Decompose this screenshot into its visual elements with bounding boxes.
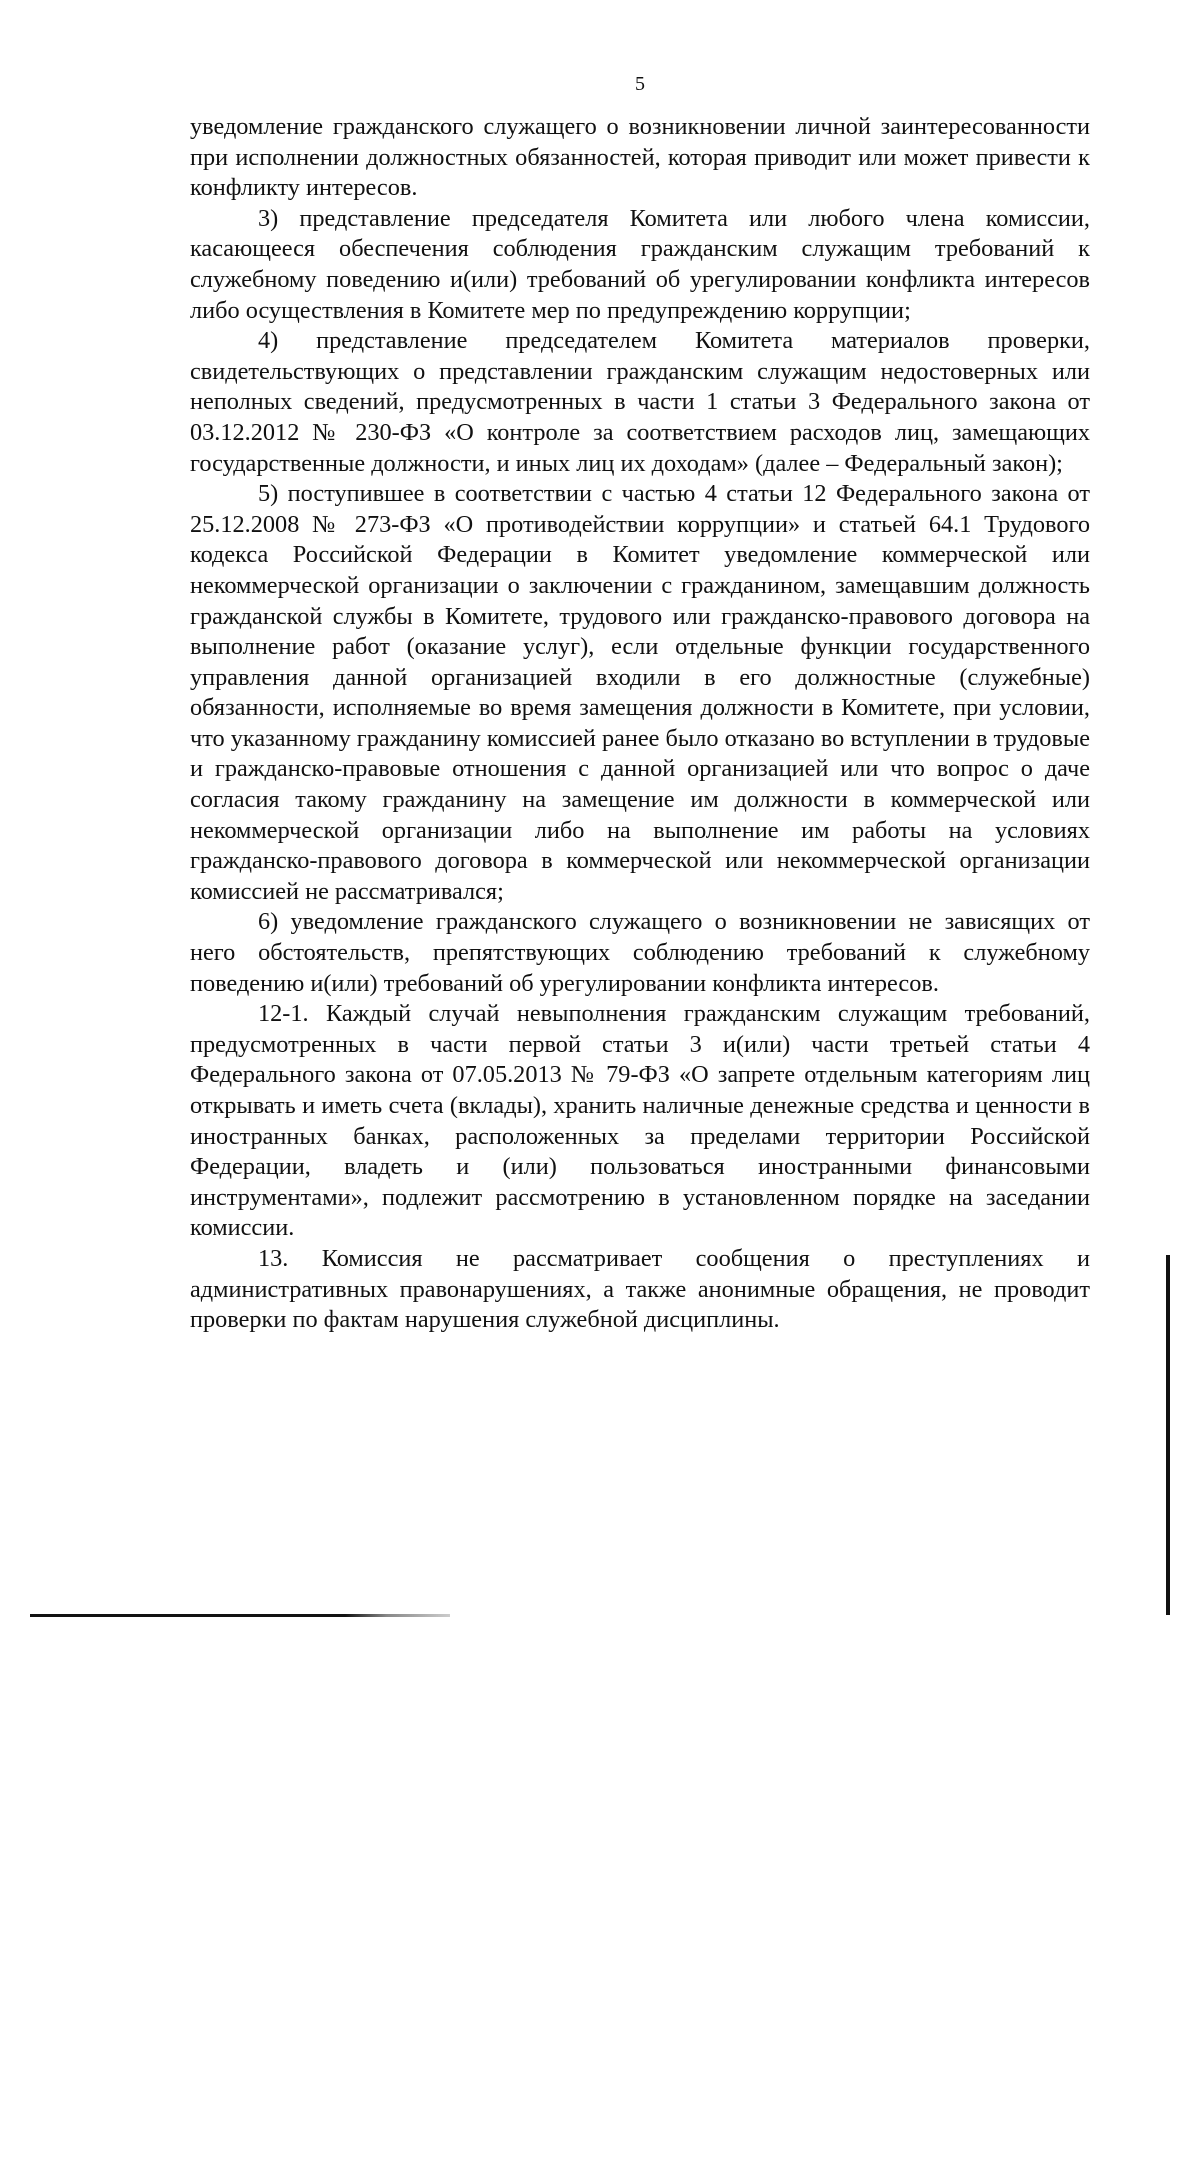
scan-edge-mark <box>1166 1255 1170 1615</box>
paragraph-item-3: 3) представление председателя Комитета или любого члена комиссии, касающееся обеспечения соблюдения гражданским служащим требований к служебному поведению и(или) требований об урегулировании конфликта интересов либо осуществления в Комитете мер по предупреждению коррупции; <box>190 204 1090 324</box>
page-number: 5 <box>635 73 645 95</box>
paragraph-12-1: 12-1. Каждый случай невыполнения гражданским служащим требований, предусмотренных в части первой статьи 3 и(или) части третьей статьи 4 Федерального закона от 07.05.2013 № 79-ФЗ «О запрете отдельным категориям лиц открывать и иметь счета (вклады), хранить наличные денежные средства и ценности в иностранных банках, расположенных за пределами территории Российской Федерации, владеть и (или) пользоваться иностранными финансовыми инструментами», подлежит рассмотрению в установленном порядке на заседании комиссии. <box>190 1000 1090 1242</box>
scan-divider-line <box>30 1614 450 1617</box>
document-body <box>190 112 1090 1336</box>
paragraph-13: 13. Комиссия не рассматривает сообщения о преступлениях и административных правонарушениях, а также анонимные обращения, не проводит проверки по фактам нарушения служебной дисциплины. <box>190 1244 1090 1334</box>
paragraph-continuation: уведомление гражданского служащего о возникновении личной заинтересованности при исполнении должностных обязанностей, которая приводит или может привести к конфликту интересов. <box>190 113 1090 202</box>
paragraph-item-4: 4) представление председателем Комитета материалов проверки, свидетельствующих о представлении гражданским служащим недостоверных или неполных сведений, предусмотренных в части 1 статьи 3 Федерального закона от 03.12.2012 № 230-ФЗ «О контроле за соответствием расходов лиц, замещающих государственные должности, и иных лиц их доходам» (далее – Федеральный закон); <box>190 327 1090 477</box>
paragraph-item-6: 6) уведомление гражданского служащего о возникновении не зависящих от него обстоятельств, препятствующих соблюдению требований к служебному поведению и(или) требований об урегулировании конфликта интересов. <box>190 908 1090 997</box>
paragraph-item-5: 5) поступившее в соответствии с частью 4 статьи 12 Федерального закона от 25.12.2008 № 273-ФЗ «О противодействии коррупции» и статьей 64.1 Трудового кодекса Российской Федерации в Комитет уведомление коммерческой или некоммерческой организации о заключении с гражданином, замещавшим должность гражданской службы в Комитете, трудового или гражданско-правового договора на выполнение работ (оказание услуг), если отдельные функции государственного управления данной организацией входили в его должностные (служебные) обязанности, исполняемые во время замещения должности в Комитете, при условии, что указанному гражданину комиссией ранее было отказано во вступлении в трудовые и гражданско-правовые отношения с данной организацией или что вопрос о даче согласия такому гражданину на замещение им должности в коммерческой или некоммерческой организации либо на выполнение им работы на условиях гражданско-правового договора в коммерческой или некоммерческой организации комиссией не рассматривался; <box>190 480 1090 905</box>
